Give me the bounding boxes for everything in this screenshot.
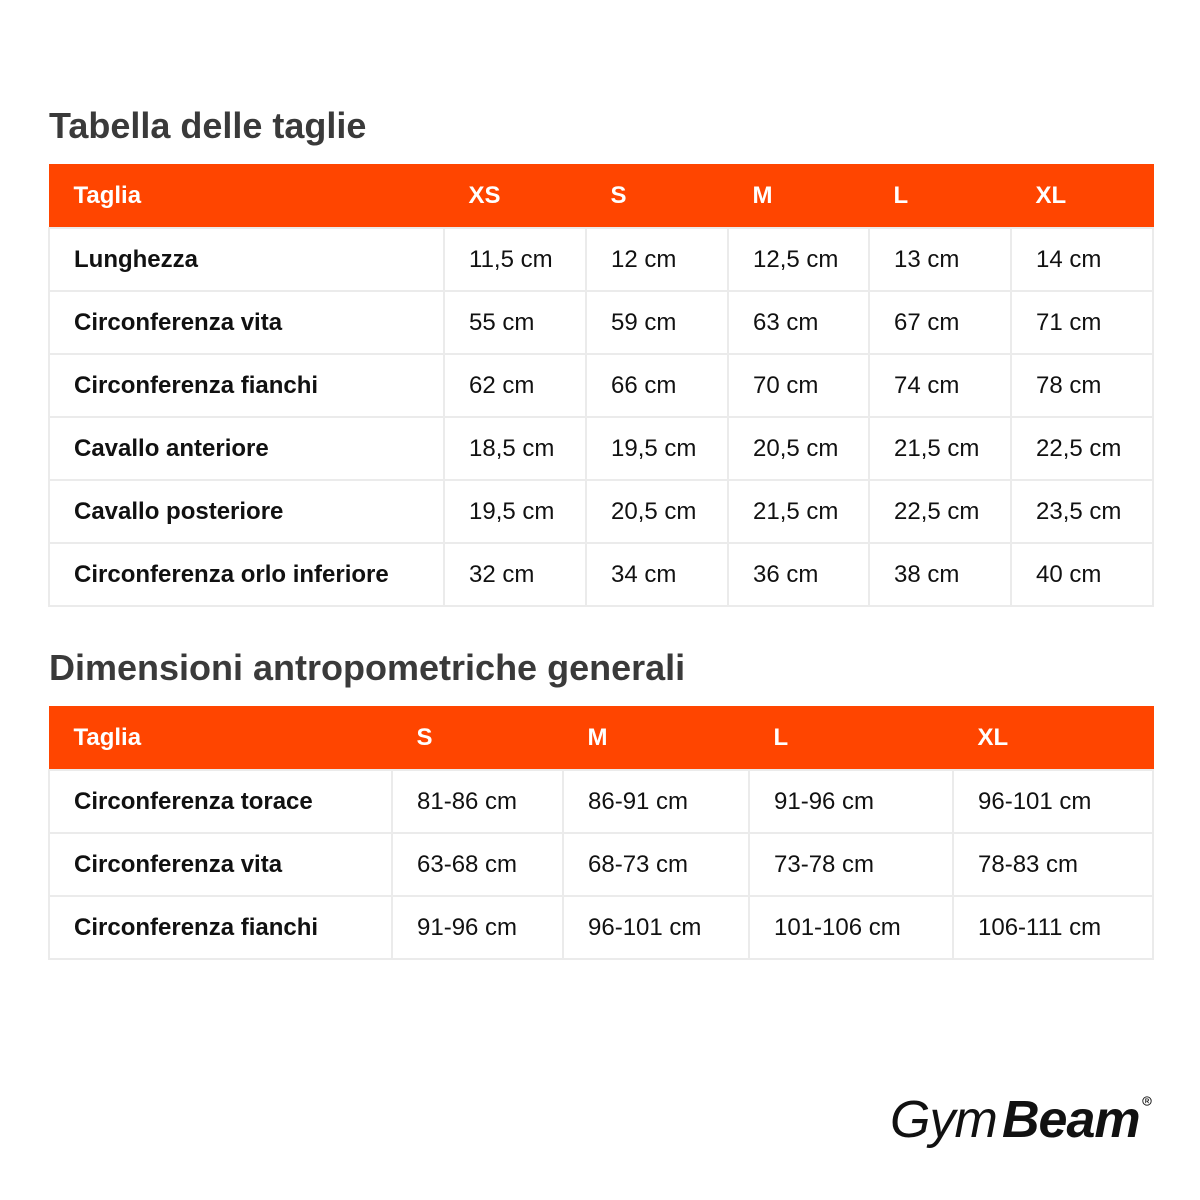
table-cell: 20,5 cm xyxy=(728,417,869,480)
table-cell: 91-96 cm xyxy=(392,896,563,959)
size-table xyxy=(48,164,1154,607)
table-row xyxy=(49,833,1153,896)
table-cell: 21,5 cm xyxy=(869,417,1011,480)
table-cell: 70 cm xyxy=(728,354,869,417)
table-cell: 12,5 cm xyxy=(728,228,869,291)
table-cell: 67 cm xyxy=(869,291,1011,354)
table-row xyxy=(49,543,1153,606)
table-cell: 32 cm xyxy=(444,543,586,606)
row-label: Lunghezza xyxy=(49,228,444,291)
header-cell-m: M xyxy=(728,165,869,229)
anthropometric-table xyxy=(48,706,1154,960)
table-cell: 74 cm xyxy=(869,354,1011,417)
table-cell: 59 cm xyxy=(586,291,728,354)
header-cell-l: L xyxy=(869,165,1011,229)
table-row xyxy=(49,770,1153,833)
row-label: Cavallo anteriore xyxy=(49,417,444,480)
table-cell: 63 cm xyxy=(728,291,869,354)
table-cell: 21,5 cm xyxy=(728,480,869,543)
table-cell: 78-83 cm xyxy=(953,833,1153,896)
table-cell: 18,5 cm xyxy=(444,417,586,480)
row-label: Circonferenza vita xyxy=(49,833,392,896)
table-cell: 106-111 cm xyxy=(953,896,1153,959)
logo-text-gym: Gym xyxy=(890,1091,997,1149)
table-cell: 19,5 cm xyxy=(444,480,586,543)
table-cell: 96-101 cm xyxy=(563,896,749,959)
table-cell: 86-91 cm xyxy=(563,770,749,833)
header-cell-m: M xyxy=(563,707,749,771)
table-cell: 78 cm xyxy=(1011,354,1153,417)
table-cell: 101-106 cm xyxy=(749,896,953,959)
table-cell: 91-96 cm xyxy=(749,770,953,833)
row-label: Circonferenza orlo inferiore xyxy=(49,543,444,606)
table-cell: 68-73 cm xyxy=(563,833,749,896)
table-cell: 34 cm xyxy=(586,543,728,606)
header-cell-size: Taglia xyxy=(49,165,444,229)
table-cell: 36 cm xyxy=(728,543,869,606)
table-cell: 12 cm xyxy=(586,228,728,291)
row-label: Circonferenza fianchi xyxy=(49,896,392,959)
table-cell: 63-68 cm xyxy=(392,833,563,896)
table-cell: 62 cm xyxy=(444,354,586,417)
header-cell-xl: XL xyxy=(1011,165,1153,229)
table-row xyxy=(49,291,1153,354)
table-cell: 22,5 cm xyxy=(1011,417,1153,480)
table-cell: 13 cm xyxy=(869,228,1011,291)
table-row xyxy=(49,228,1153,291)
table-cell: 55 cm xyxy=(444,291,586,354)
table-cell: 73-78 cm xyxy=(749,833,953,896)
table-cell: 23,5 cm xyxy=(1011,480,1153,543)
table-cell: 40 cm xyxy=(1011,543,1153,606)
table-header-row xyxy=(49,165,1153,229)
table-row xyxy=(49,480,1153,543)
logo-text-beam: Beam xyxy=(1002,1091,1140,1149)
table-cell: 20,5 cm xyxy=(586,480,728,543)
header-cell-s: S xyxy=(392,707,563,771)
table-header-row xyxy=(49,707,1153,771)
header-cell-size: Taglia xyxy=(49,707,392,771)
size-table-title: Tabella delle taglie xyxy=(49,105,367,146)
table-cell: 38 cm xyxy=(869,543,1011,606)
table-cell: 19,5 cm xyxy=(586,417,728,480)
gymbeam-logo xyxy=(890,1091,1160,1154)
header-cell-xs: XS xyxy=(444,165,586,229)
header-cell-s: S xyxy=(586,165,728,229)
table-row xyxy=(49,896,1153,959)
table-cell: 81-86 cm xyxy=(392,770,563,833)
header-cell-xl: XL xyxy=(953,707,1153,771)
table-cell: 11,5 cm xyxy=(444,228,586,291)
anthropometric-table-title: Dimensioni antropometriche generali xyxy=(49,647,686,688)
table-cell: 96-101 cm xyxy=(953,770,1153,833)
row-label: Circonferenza torace xyxy=(49,770,392,833)
table-cell: 71 cm xyxy=(1011,291,1153,354)
row-label: Circonferenza fianchi xyxy=(49,354,444,417)
table-cell: 66 cm xyxy=(586,354,728,417)
header-cell-l: L xyxy=(749,707,953,771)
registered-mark-icon xyxy=(1142,1096,1152,1106)
table-row xyxy=(49,354,1153,417)
table-cell: 14 cm xyxy=(1011,228,1153,291)
row-label: Circonferenza vita xyxy=(49,291,444,354)
table-cell: 22,5 cm xyxy=(869,480,1011,543)
row-label: Cavallo posteriore xyxy=(49,480,444,543)
table-row xyxy=(49,417,1153,480)
